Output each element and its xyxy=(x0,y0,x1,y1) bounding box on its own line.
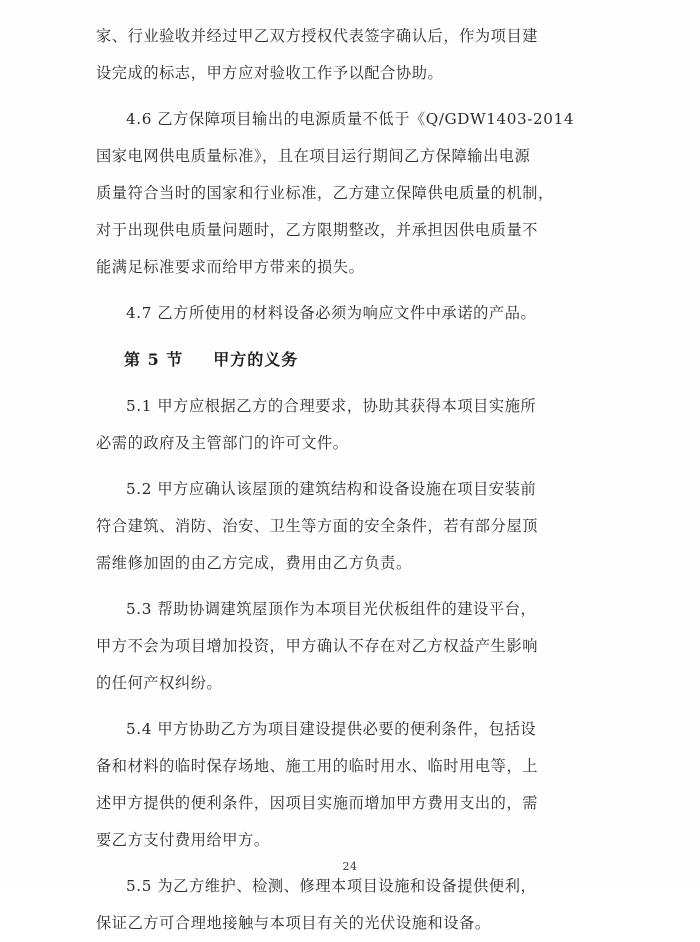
page-number: 24 xyxy=(342,860,358,873)
text-line: 对于出现供电质量问题时，乙方限期整改，并承担因供电质量不 xyxy=(96,221,539,239)
section-heading-5 xyxy=(96,341,608,379)
text-line: 必需的政府及主管部门的许可文件。 xyxy=(96,434,349,452)
paragraph-spacer xyxy=(96,286,608,295)
text-line: 5.5 为乙方维护、检测、修理本项目设施和设备提供便利， xyxy=(126,877,537,895)
text-line: 要乙方支付费用给甲方。 xyxy=(96,831,270,849)
text-line: 能满足标准要求而给甲方带来的损失。 xyxy=(96,258,365,276)
text-line: 国家电网供电质量标准》，且在项目运行期间乙方保障输出电源 xyxy=(96,147,531,165)
text-line: 述甲方提供的便利条件，因项目实施而增加甲方费用支出的，需 xyxy=(96,794,539,812)
paragraph-5-2 xyxy=(96,471,608,582)
text-line: 家、行业验收并经过甲乙双方授权代表签字确认后，作为项目建 xyxy=(96,27,539,45)
text-line: 符合建筑、消防、治安、卫生等方面的安全条件，若有部分屋顶 xyxy=(96,517,539,535)
text-line: 4.7 乙方所使用的材料设备必须为响应文件中承诺的产品。 xyxy=(126,304,537,322)
document-body xyxy=(96,18,608,942)
paragraph-spacer xyxy=(96,582,608,591)
text-line: 的任何产权纠纷。 xyxy=(96,674,223,692)
paragraph-spacer xyxy=(96,92,608,101)
text-line: 设完成的标志，甲方应对验收工作予以配合协助。 xyxy=(96,64,444,82)
paragraph-5-1 xyxy=(96,388,608,462)
text-line: 质量符合当时的国家和行业标准，乙方建立保障供电质量的机制， xyxy=(96,184,554,202)
paragraph-5-4 xyxy=(96,711,608,859)
paragraph-4-6 xyxy=(96,101,608,286)
text-line: 4.6 乙方保障项目输出的电源质量不低于《Q/GDW1403-2014 xyxy=(126,110,575,128)
paragraph-continued-4-5 xyxy=(96,18,608,92)
text-line: 5.1 甲方应根据乙方的合理要求，协助其获得本项目实施所 xyxy=(126,397,537,415)
paragraph-5-3 xyxy=(96,591,608,702)
text-line: 5.2 甲方应确认该屋顶的建筑结构和设备设施在项目安装前 xyxy=(126,480,537,498)
text-line: 甲方不会为项目增加投资，甲方确认不存在对乙方权益产生影响 xyxy=(96,637,539,655)
paragraph-spacer xyxy=(96,462,608,471)
text-line: 保证乙方可合理地接触与本项目有关的光伏设施和设备。 xyxy=(96,914,491,932)
section-number: 第 5 节 xyxy=(124,350,184,369)
text-line: 需维修加固的由乙方完成，费用由乙方负责。 xyxy=(96,554,412,572)
paragraph-spacer xyxy=(96,702,608,711)
paragraph-5-5 xyxy=(96,868,608,942)
paragraph-spacer xyxy=(96,332,608,341)
paragraph-4-7 xyxy=(96,295,608,332)
text-line: 备和材料的临时保存场地、施工用的临时用水、临时用电等，上 xyxy=(96,757,539,775)
paragraph-spacer xyxy=(96,379,608,388)
text-line: 5.3 帮助协调建筑屋顶作为本项目光伏板组件的建设平台， xyxy=(126,600,537,618)
text-line: 5.4 甲方协助乙方为项目建设提供必要的便利条件，包括设 xyxy=(126,720,537,738)
section-title: 甲方的义务 xyxy=(213,350,299,369)
